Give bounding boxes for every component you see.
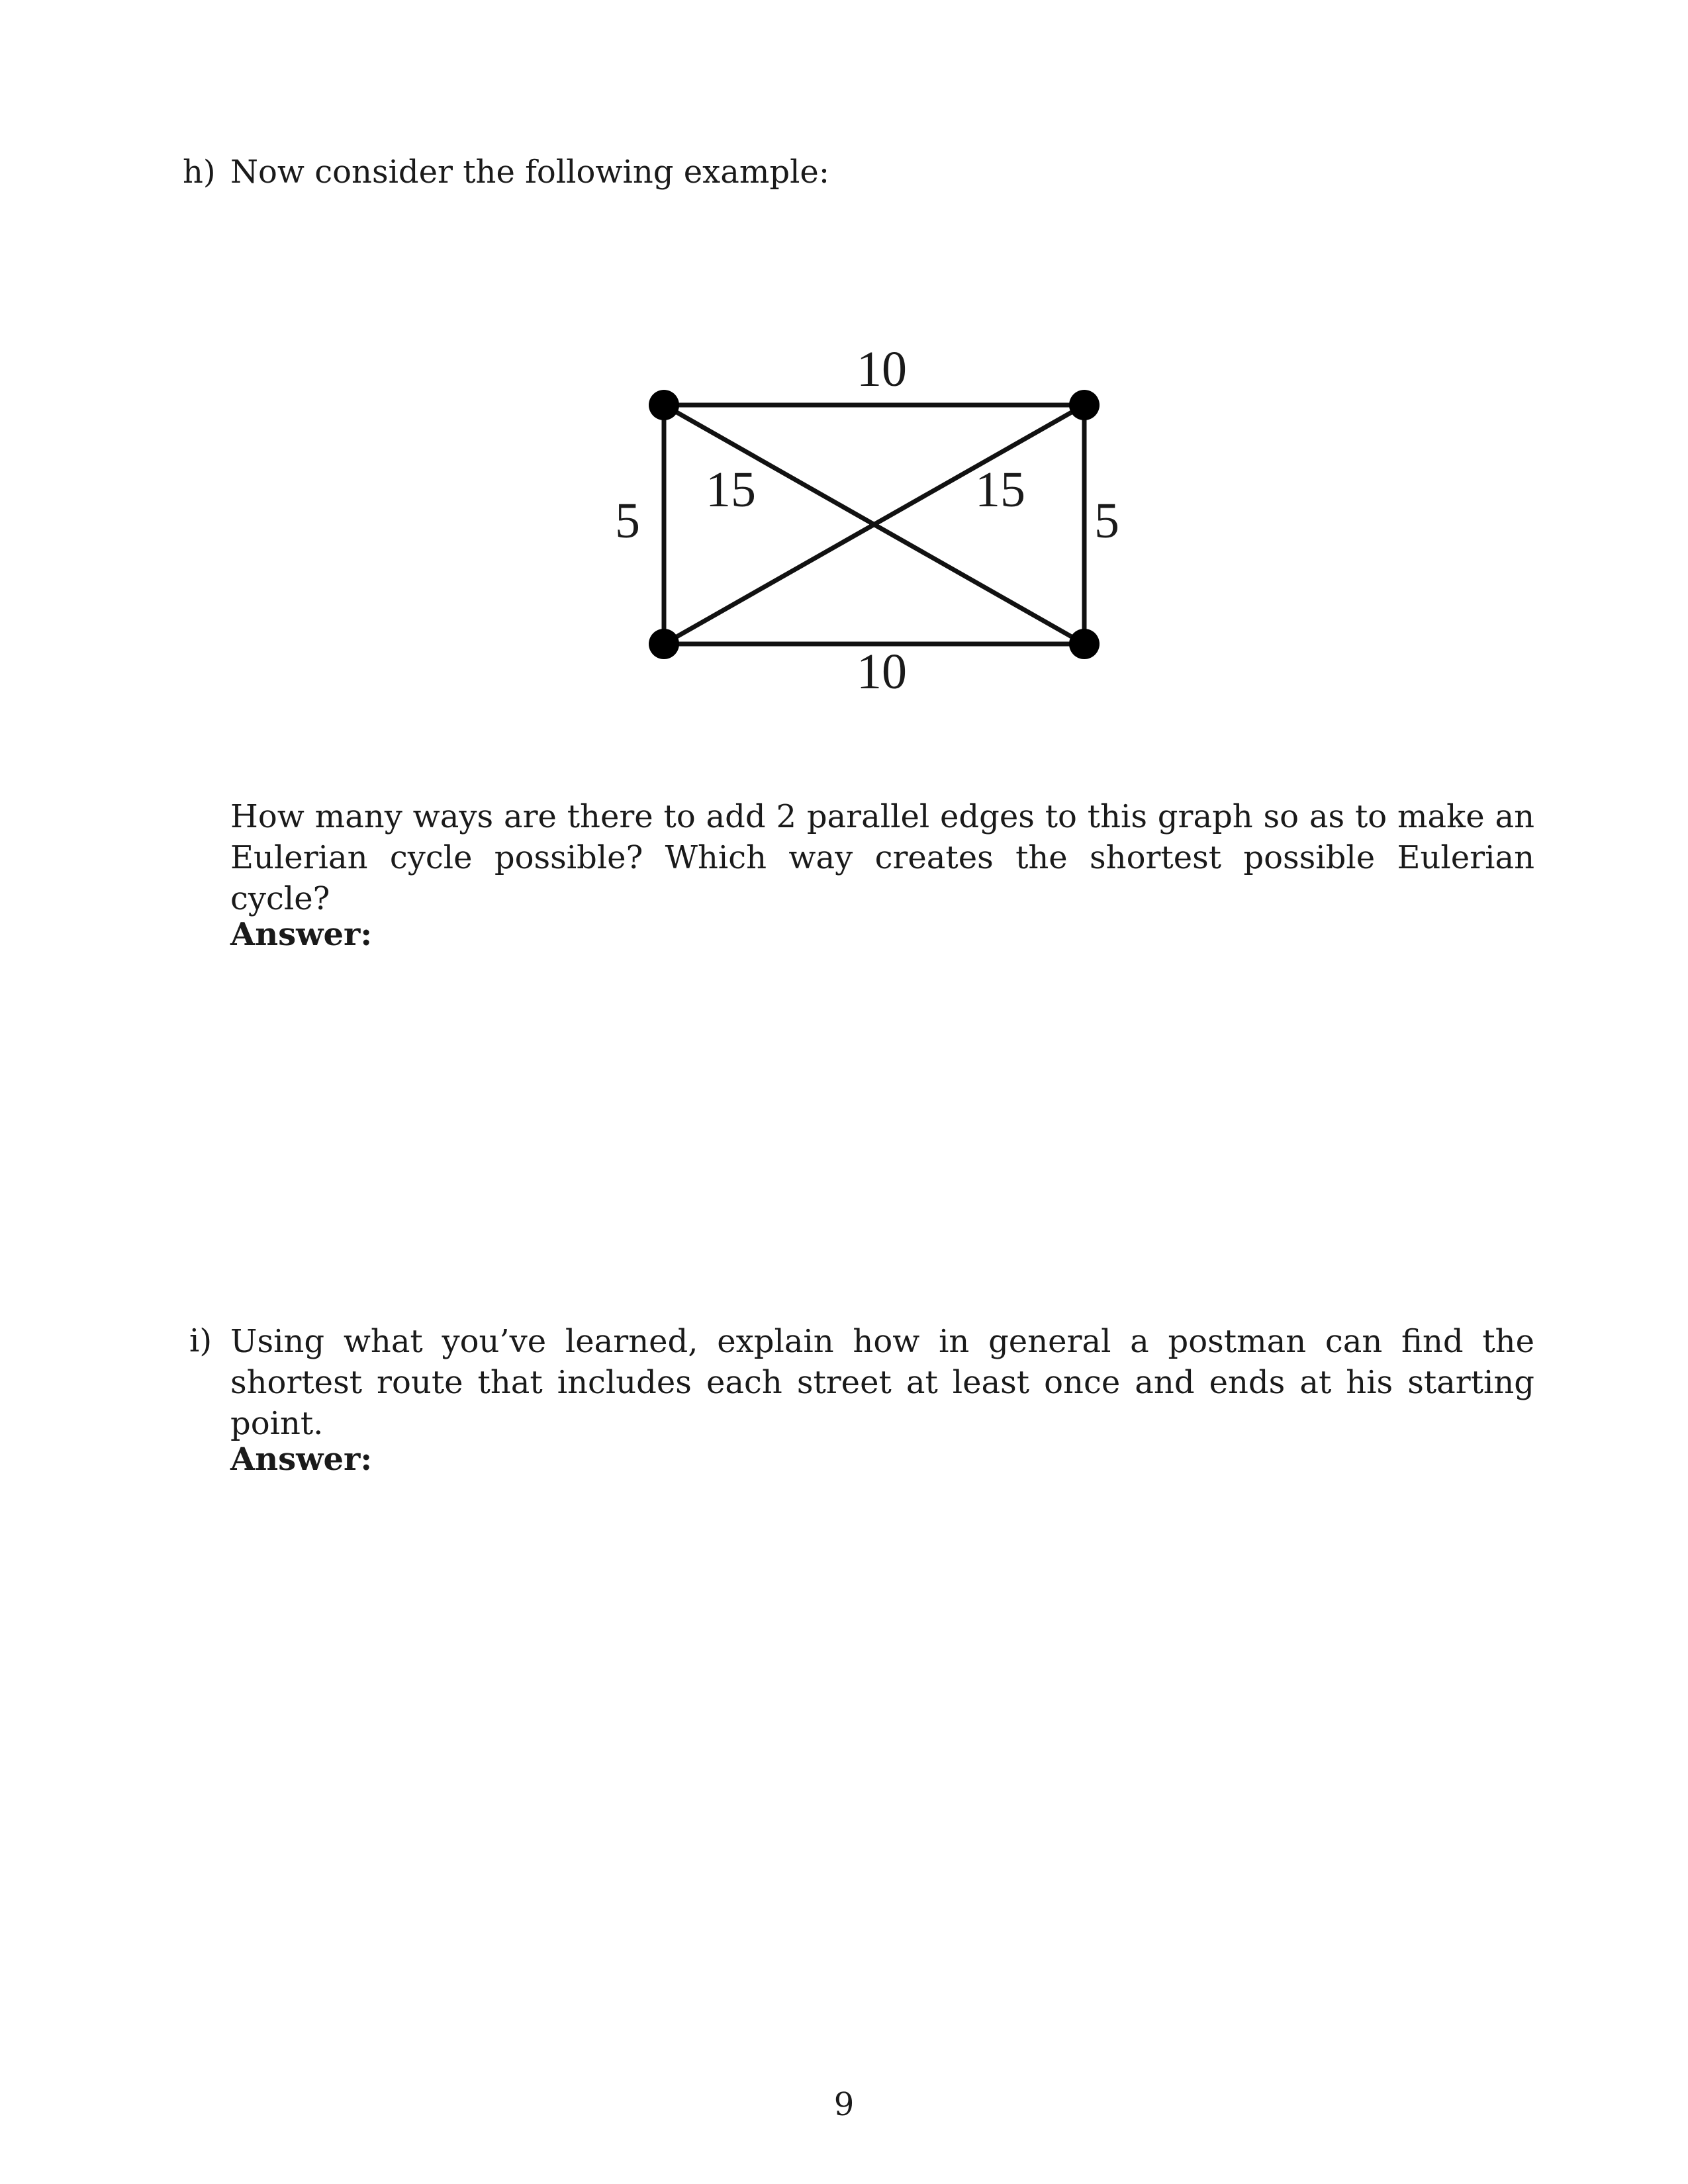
question-h: How many ways are there to add 2 parallel edges to this graph so as to make an Eulerian cycle possible? Which way creates the shortest possible Eulerian cycle?: [230, 798, 1534, 917]
item-label-i: i): [189, 1322, 212, 1359]
edge-label-diagonal-1: 15: [706, 462, 756, 518]
question-i: Using what you’ve learned, explain how in general a postman can find the shortest route that includes each street at least once and ends at his starting point.: [230, 1323, 1534, 1442]
answer-label-h: Answer:: [230, 916, 373, 953]
edge-label-diagonal-2: 15: [975, 462, 1025, 518]
answer-label-i: Answer:: [230, 1441, 373, 1478]
edge-label-right: 5: [1094, 493, 1119, 549]
vertex-top-left: [649, 390, 679, 420]
vertex-bottom-left: [649, 629, 679, 659]
edge-label-bottom: 10: [857, 644, 907, 700]
edge-label-top: 10: [857, 341, 907, 397]
vertex-bottom-right: [1069, 629, 1100, 659]
intro-text: Now consider the following example:: [230, 154, 829, 191]
vertex-top-right: [1069, 390, 1100, 420]
item-label-h: h): [183, 154, 216, 191]
page-number: 9: [833, 2086, 855, 2123]
edge-label-left: 5: [615, 493, 640, 549]
weighted-graph: [583, 331, 1152, 702]
